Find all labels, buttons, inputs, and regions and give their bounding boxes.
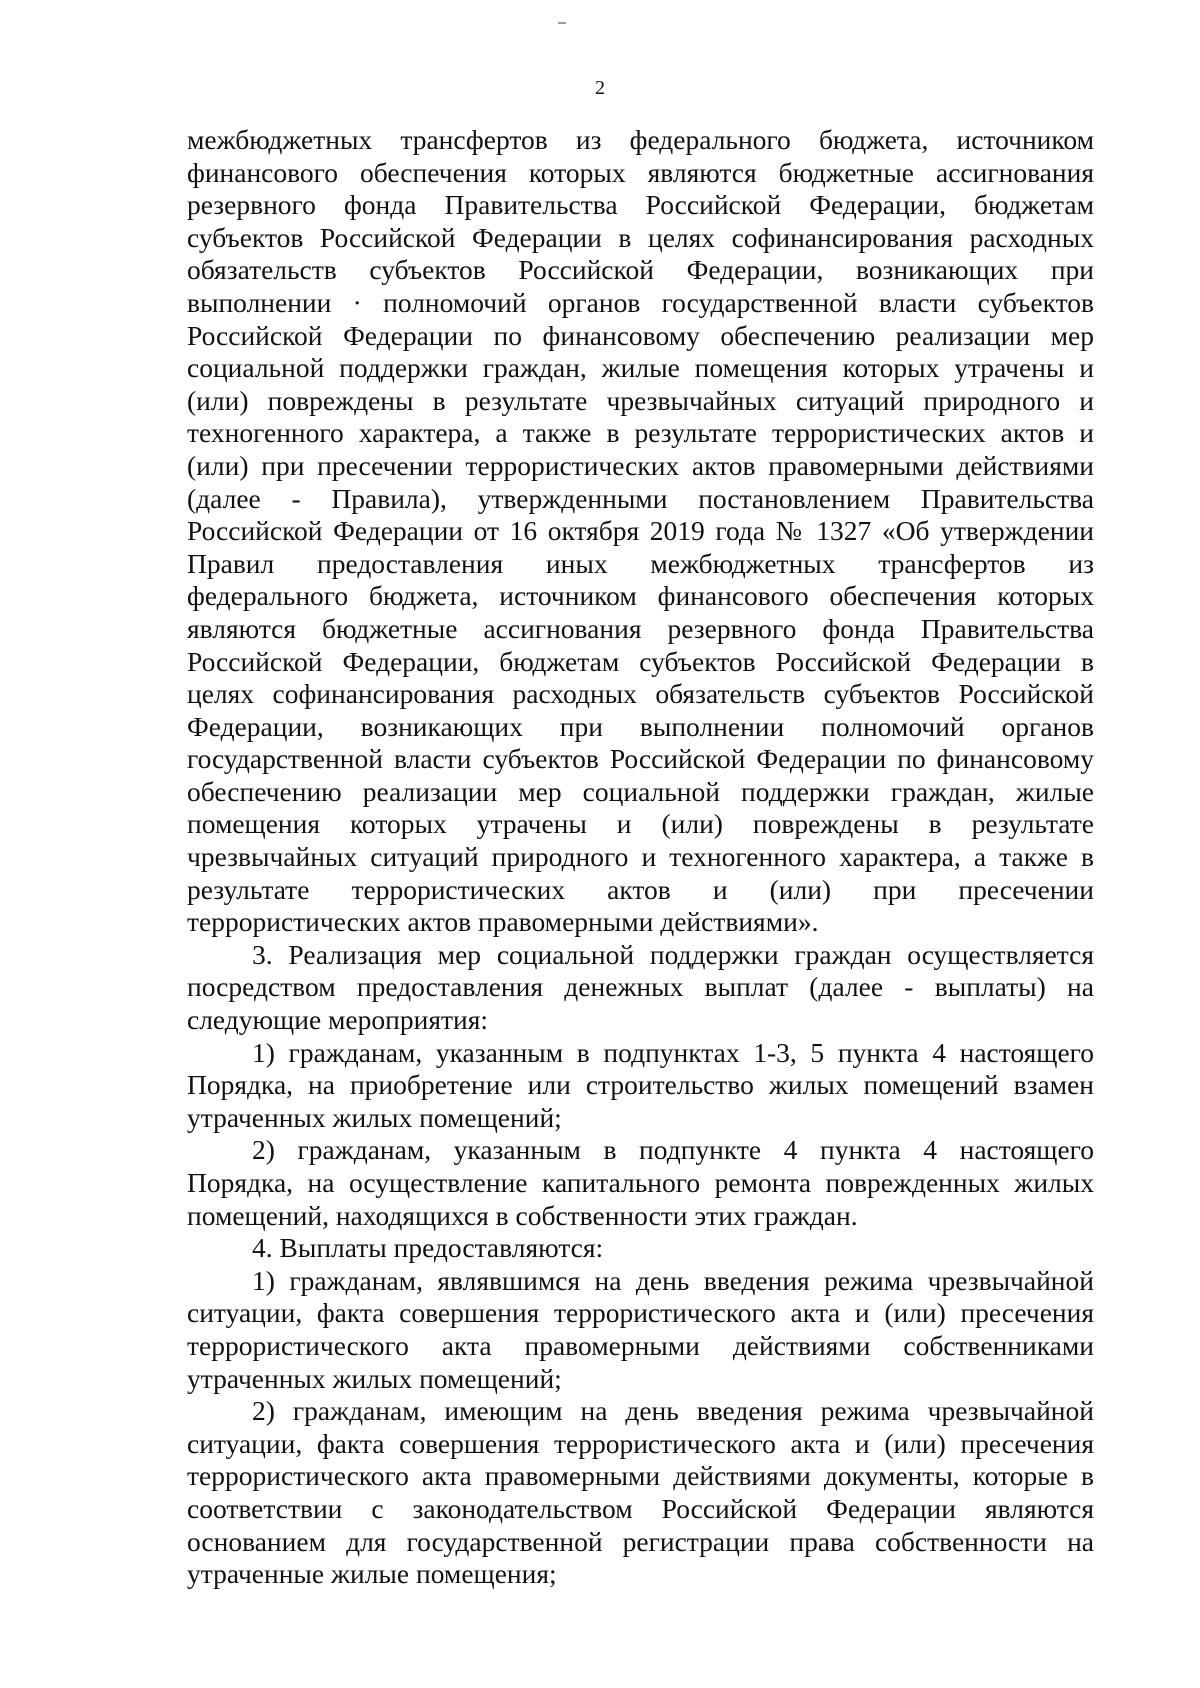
text-line: государственной власти субъектов Российской Федерации по финансовому [187,743,1094,775]
text-line: 2) гражданам, указанным в подпункте 4 пункта 4 настоящего [252,1134,1094,1166]
text-line: основанием для государственной регистрации права собственности на [187,1525,1094,1557]
text-line: Правил предоставления иных межбюджетных трансфертов из [187,547,1094,579]
text-line: Порядка, на приобретение или строительство жилых помещений взамен [187,1069,1094,1101]
page-number: 2 [595,77,605,99]
text-line: Российской Федерации от 16 октября 2019 года № 1327 «Об утверждении [187,515,1094,547]
text-line: чрезвычайных ситуаций природного и техногенного характера, а также в [187,841,1094,873]
scan-mark [558,22,566,24]
text-line: финансового обеспечения которых являются бюджетные ассигнования [187,156,1094,188]
text-line: помещения которых утрачены и (или) повреждены в результате [187,808,1094,840]
text-line: утраченных жилых помещений; [187,1362,562,1394]
text-line: Федерации, возникающих при выполнении полномочий органов [187,710,1094,742]
text-line: посредством предоставления денежных выплат (далее - выплаты) на [187,971,1094,1003]
text-line: 1) гражданам, являвшимся на день введения режима чрезвычайной [252,1264,1094,1296]
text-line: 3. Реализация мер социальной поддержки граждан осуществляется [252,938,1094,970]
text-line: 1) гражданам, указанным в подпунктах 1-3, 5 пункта 4 настоящего [252,1036,1094,1068]
text-line: (далее - Правила), утвержденными постановлением Правительства [187,482,1094,514]
text-line: помещений, находящихся в собственности этих граждан. [187,1199,858,1231]
text-line: результате террористических актов и (или) при пресечении [187,873,1094,905]
text-line: резервного фонда Правительства Российской Федерации, бюджетам [187,189,1094,221]
text-line: Российской Федерации, бюджетам субъектов Российской Федерации в [187,645,1094,677]
text-line: террористического акта правомерными действиями собственниками [187,1329,1094,1361]
text-line: террористического акта правомерными действиями документы, которые в [187,1460,1094,1492]
text-line: 2) гражданам, имеющим на день введения режима чрезвычайной [252,1395,1094,1427]
text-line: социальной поддержки граждан, жилые помещения которых утрачены и [187,352,1094,384]
text-line: соответствии с законодательством Российской Федерации являются [187,1492,1094,1524]
text-line: техногенного характера, а также в результате террористических актов и [187,417,1094,449]
text-line: обеспечению реализации мер социальной поддержки граждан, жилые [187,775,1094,807]
document-body [187,124,1094,1591]
text-line: Российской Федерации по финансовому обеспечению реализации мер [187,319,1094,351]
text-line: ситуации, факта совершения террористического акта и (или) пресечения [187,1427,1094,1459]
text-line: межбюджетных трансфертов из федерального бюджета, источником [187,124,1094,155]
text-line: выполнении · полномочий органов государственной власти субъектов [187,286,1094,318]
text-line: федерального бюджета, источником финансового обеспечения которых [187,580,1094,612]
text-line: Порядка, на осуществление капитального ремонта поврежденных жилых [187,1167,1094,1198]
text-line: субъектов Российской Федерации в целях софинансирования расходных [187,221,1094,253]
text-line: утраченных жилых помещений; [187,1101,562,1133]
text-line: (или) повреждены в результате чрезвычайных ситуаций природного и [187,384,1094,416]
text-line: ситуации, факта совершения террористического акта и (или) пресечения [187,1297,1094,1329]
text-line: следующие мероприятия: [187,1004,488,1036]
text-line: утраченные жилые помещения; [187,1558,557,1590]
text-line: являются бюджетные ассигнования резервного фонда Правительства [187,612,1094,644]
text-line: 4. Выплаты предоставляются: [252,1232,604,1264]
text-line: целях софинансирования расходных обязательств субъектов Российской [187,678,1094,710]
text-line: террористических актов правомерными действиями». [187,906,819,938]
text-line: обязательств субъектов Российской Федерации, возникающих при [187,254,1094,286]
text-line: (или) при пресечении террористических актов правомерными действиями [187,449,1094,481]
